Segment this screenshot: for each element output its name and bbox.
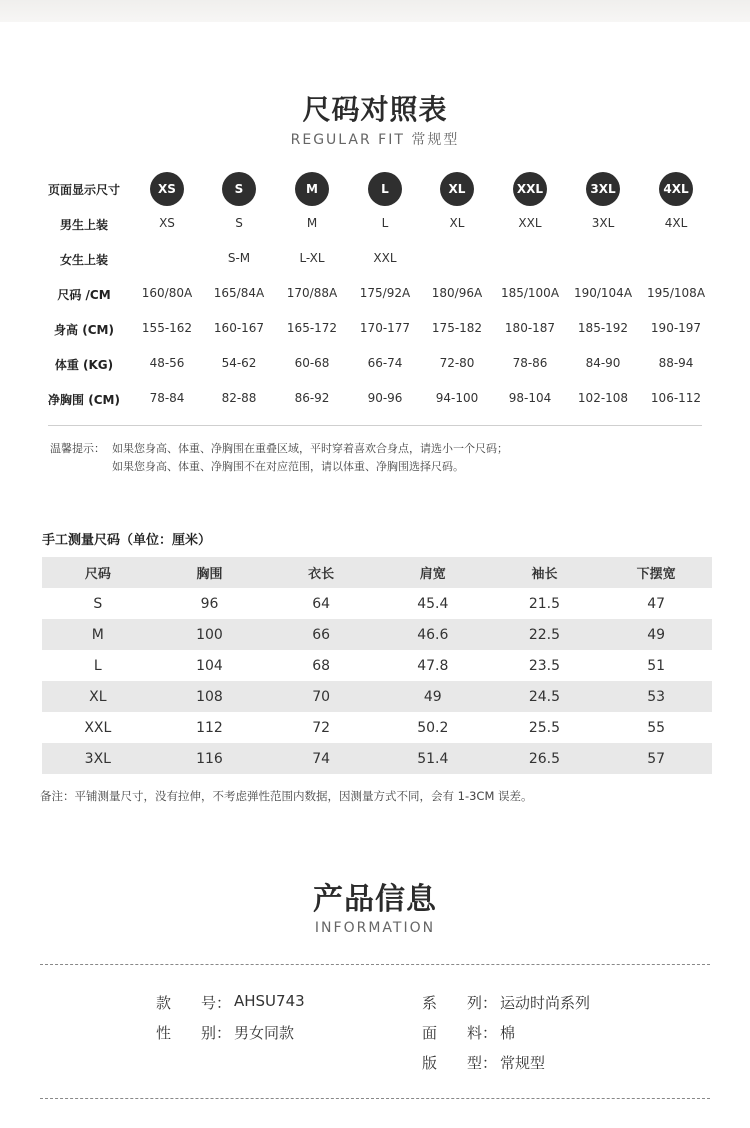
row-label-height: 身高 (CM) [54,323,114,337]
info-value: 棉 [500,1024,516,1042]
measurement-title: 手工测量尺码（单位：厘米） [42,533,212,548]
table-row [42,650,712,681]
chest-cell: 98-104 [508,391,552,405]
size-cm-cell: 165/84A [213,286,265,300]
weight-cell: 84-90 [585,356,621,370]
info-key: 性 别： [156,1024,232,1042]
table-row [42,619,712,650]
top-band [0,0,750,22]
size-badge: XS [150,172,184,206]
table-cell: 46.6 [417,626,449,643]
table-row [42,712,712,743]
weight-cell: 88-94 [658,356,694,370]
size-cm-cell: 195/108A [646,286,706,300]
table-cell: 70 [312,688,331,705]
table-row [42,743,712,774]
table-cell: 74 [312,750,331,767]
product-info-title: 产品信息 [313,882,437,917]
women-size-cell: S-M [227,251,251,265]
divider [48,425,702,426]
weight-cell: 48-56 [149,356,185,370]
product-info-subtitle: INFORMATION [314,920,436,936]
row-label-weight: 体重 (KG) [54,358,114,372]
height-cell: 160-167 [213,321,265,335]
height-cell: 185-192 [577,321,629,335]
men-size-cell: 3XL [591,216,615,230]
table-cell: 22.5 [528,626,561,643]
weight-cell: 60-68 [294,356,330,370]
table-cell: 104 [196,657,223,674]
table-cell: 51.4 [417,750,449,767]
tip-line-1: 如果您身高、体重、净胸围在重叠区域，平时穿着喜欢合身点，请选小一个尺码； [112,442,508,455]
row-label-display: 页面显示尺寸 [47,183,120,197]
chest-cell: 86-92 [294,391,330,405]
height-cell: 155-162 [141,321,193,335]
men-size-cell: M [306,216,318,230]
women-size-cell: XXL [373,251,397,265]
row-label-size-cm: 尺码 /CM [57,288,111,302]
height-cell: 180-187 [504,321,556,335]
table-cell: 49 [423,688,442,705]
size-cm-cell: 160/80A [141,286,193,300]
weight-cell: 72-80 [439,356,475,370]
row-label-men: 男生上装 [59,218,108,232]
weight-cell: 54-62 [221,356,257,370]
table-cell: 112 [196,719,223,736]
size-badge: 3XL [586,172,620,206]
column-header: 肩宽 [419,567,446,582]
row-label-chest: 净胸围 (CM) [48,393,120,407]
height-cell: 175-182 [431,321,483,335]
table-cell: S [93,595,103,612]
men-size-cell: XXL [518,216,542,230]
size-cm-cell: 180/96A [431,286,483,300]
chest-cell: 102-108 [577,391,629,405]
table-cell: 116 [196,750,223,767]
table-row [42,681,712,712]
table-cell: 47.8 [417,657,449,674]
info-key: 款 号： [156,994,232,1012]
weight-cell: 66-74 [367,356,403,370]
column-header: 衣长 [308,567,335,582]
chest-cell: 94-100 [435,391,479,405]
dashed-divider [40,964,710,965]
size-badge: S [222,172,256,206]
table-cell: 51 [647,657,666,674]
table-cell: 50.2 [417,719,449,736]
table-header-row [42,557,712,588]
chest-cell: 82-88 [221,391,257,405]
table-cell: 100 [196,626,223,643]
men-size-cell: L [381,216,389,230]
size-badge: L [368,172,402,206]
table-row [42,588,712,619]
size-cm-cell: 185/100A [500,286,560,300]
table-cell: 68 [312,657,331,674]
row-label-women: 女生上装 [59,253,108,267]
table-cell: 49 [647,626,666,643]
table-cell: 45.4 [417,595,449,612]
measurement-note: 备注：平铺测量尺寸，没有拉伸，不考虑弹性范围内数据，因测量方式不同，会有 1-3CM 误差。 [40,789,533,803]
height-cell: 190-197 [650,321,702,335]
info-key: 面 料： [422,1024,498,1042]
info-value: 运动时尚系列 [500,994,591,1012]
table-cell: 23.5 [528,657,561,674]
chest-cell: 106-112 [650,391,702,405]
size-badge: XXL [513,172,547,206]
table-cell: XXL [84,719,112,736]
weight-cell: 78-86 [512,356,548,370]
table-cell: 3XL [84,750,111,767]
men-size-cell: XS [159,216,175,230]
column-header: 胸围 [196,567,223,582]
column-header: 下摆宽 [636,567,676,582]
column-header: 尺码 [84,567,111,582]
chest-cell: 90-96 [367,391,403,405]
table-cell: 53 [647,688,666,705]
measurement-table [42,557,712,774]
info-value: 男女同款 [234,1024,295,1042]
size-cm-cell: 190/104A [573,286,633,300]
table-cell: 24.5 [528,688,561,705]
tip-label: 温馨提示： [50,442,105,455]
chest-cell: 78-84 [149,391,185,405]
table-cell: 55 [647,719,666,736]
size-chart-title: 尺码对照表 [302,93,448,126]
men-size-cell: S [235,216,243,230]
men-size-cell: 4XL [664,216,688,230]
size-cm-cell: 175/92A [359,286,411,300]
info-key: 系 列： [422,994,498,1012]
table-cell: 108 [196,688,223,705]
table-cell: 96 [200,595,219,612]
info-value: AHSU743 [234,992,305,1010]
table-cell: 25.5 [528,719,561,736]
size-badge: 4XL [659,172,693,206]
women-size-cell: L-XL [299,251,325,265]
height-cell: 165-172 [286,321,338,335]
info-value: 常规型 [500,1054,546,1072]
table-cell: 21.5 [528,595,561,612]
column-header: 袖长 [531,567,558,582]
size-chart-subtitle: REGULAR FIT 常规型 [290,132,460,148]
table-cell: 66 [312,626,331,643]
size-cm-cell: 170/88A [286,286,338,300]
table-cell: 57 [647,750,666,767]
size-badge: XL [440,172,474,206]
table-cell: 26.5 [528,750,561,767]
table-cell: M [91,626,104,643]
info-key: 版 型： [422,1054,498,1072]
dashed-divider [40,1098,710,1099]
tip-line-2: 如果您身高、体重、净胸围不在对应范围，请以体重、净胸围选择尺码。 [112,460,464,473]
table-cell: XL [89,688,107,705]
table-cell: 47 [647,595,666,612]
size-badge: M [295,172,329,206]
table-cell: 64 [312,595,331,612]
table-cell: L [93,657,102,674]
men-size-cell: XL [449,216,465,230]
height-cell: 170-177 [359,321,411,335]
table-cell: 72 [312,719,331,736]
